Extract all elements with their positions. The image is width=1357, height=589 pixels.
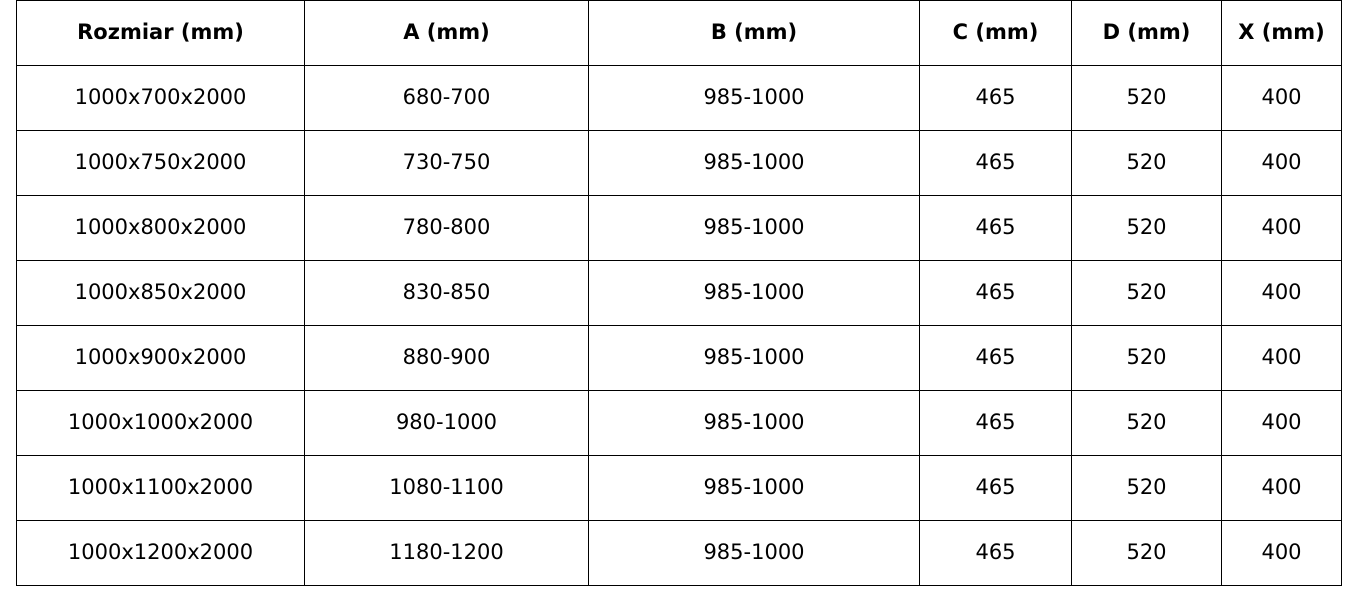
table-row bbox=[17, 66, 1342, 131]
cell-a: 880-900 bbox=[305, 326, 589, 391]
cell-c: 465 bbox=[920, 131, 1072, 196]
table-row bbox=[17, 261, 1342, 326]
cell-rozmiar: 1000x900x2000 bbox=[17, 326, 305, 391]
cell-b: 985-1000 bbox=[589, 456, 920, 521]
cell-d: 520 bbox=[1072, 66, 1222, 131]
table-header bbox=[17, 1, 1342, 66]
cell-d: 520 bbox=[1072, 391, 1222, 456]
cell-d: 520 bbox=[1072, 131, 1222, 196]
cell-a: 980-1000 bbox=[305, 391, 589, 456]
cell-x: 400 bbox=[1222, 261, 1342, 326]
cell-rozmiar: 1000x700x2000 bbox=[17, 66, 305, 131]
cell-rozmiar: 1000x800x2000 bbox=[17, 196, 305, 261]
column-header-rozmiar: Rozmiar (mm) bbox=[17, 1, 305, 66]
column-header-c: C (mm) bbox=[920, 1, 1072, 66]
column-header-d: D (mm) bbox=[1072, 1, 1222, 66]
cell-d: 520 bbox=[1072, 196, 1222, 261]
cell-b: 985-1000 bbox=[589, 521, 920, 586]
table-row bbox=[17, 196, 1342, 261]
cell-a: 1180-1200 bbox=[305, 521, 589, 586]
cell-d: 520 bbox=[1072, 326, 1222, 391]
cell-rozmiar: 1000x1000x2000 bbox=[17, 391, 305, 456]
cell-c: 465 bbox=[920, 456, 1072, 521]
cell-c: 465 bbox=[920, 196, 1072, 261]
table-row bbox=[17, 521, 1342, 586]
cell-d: 520 bbox=[1072, 456, 1222, 521]
cell-x: 400 bbox=[1222, 326, 1342, 391]
cell-c: 465 bbox=[920, 391, 1072, 456]
table-body bbox=[17, 66, 1342, 586]
cell-d: 520 bbox=[1072, 261, 1222, 326]
table-header-row bbox=[17, 1, 1342, 66]
column-header-a: A (mm) bbox=[305, 1, 589, 66]
cell-a: 1080-1100 bbox=[305, 456, 589, 521]
cell-rozmiar: 1000x850x2000 bbox=[17, 261, 305, 326]
table-row bbox=[17, 326, 1342, 391]
cell-a: 680-700 bbox=[305, 66, 589, 131]
cell-c: 465 bbox=[920, 66, 1072, 131]
column-header-x: X (mm) bbox=[1222, 1, 1342, 66]
cell-c: 465 bbox=[920, 261, 1072, 326]
cell-x: 400 bbox=[1222, 391, 1342, 456]
cell-rozmiar: 1000x1200x2000 bbox=[17, 521, 305, 586]
cell-a: 730-750 bbox=[305, 131, 589, 196]
cell-rozmiar: 1000x750x2000 bbox=[17, 131, 305, 196]
cell-a: 830-850 bbox=[305, 261, 589, 326]
cell-d: 520 bbox=[1072, 521, 1222, 586]
cell-x: 400 bbox=[1222, 66, 1342, 131]
cell-a: 780-800 bbox=[305, 196, 589, 261]
column-header-b: B (mm) bbox=[589, 1, 920, 66]
cell-c: 465 bbox=[920, 326, 1072, 391]
dimensions-table bbox=[16, 0, 1342, 586]
cell-x: 400 bbox=[1222, 521, 1342, 586]
cell-x: 400 bbox=[1222, 131, 1342, 196]
cell-b: 985-1000 bbox=[589, 196, 920, 261]
cell-b: 985-1000 bbox=[589, 261, 920, 326]
cell-x: 400 bbox=[1222, 196, 1342, 261]
cell-c: 465 bbox=[920, 521, 1072, 586]
cell-x: 400 bbox=[1222, 456, 1342, 521]
cell-b: 985-1000 bbox=[589, 326, 920, 391]
cell-b: 985-1000 bbox=[589, 66, 920, 131]
cell-b: 985-1000 bbox=[589, 131, 920, 196]
table-row bbox=[17, 391, 1342, 456]
table-row bbox=[17, 131, 1342, 196]
table-row bbox=[17, 456, 1342, 521]
cell-b: 985-1000 bbox=[589, 391, 920, 456]
cell-rozmiar: 1000x1100x2000 bbox=[17, 456, 305, 521]
